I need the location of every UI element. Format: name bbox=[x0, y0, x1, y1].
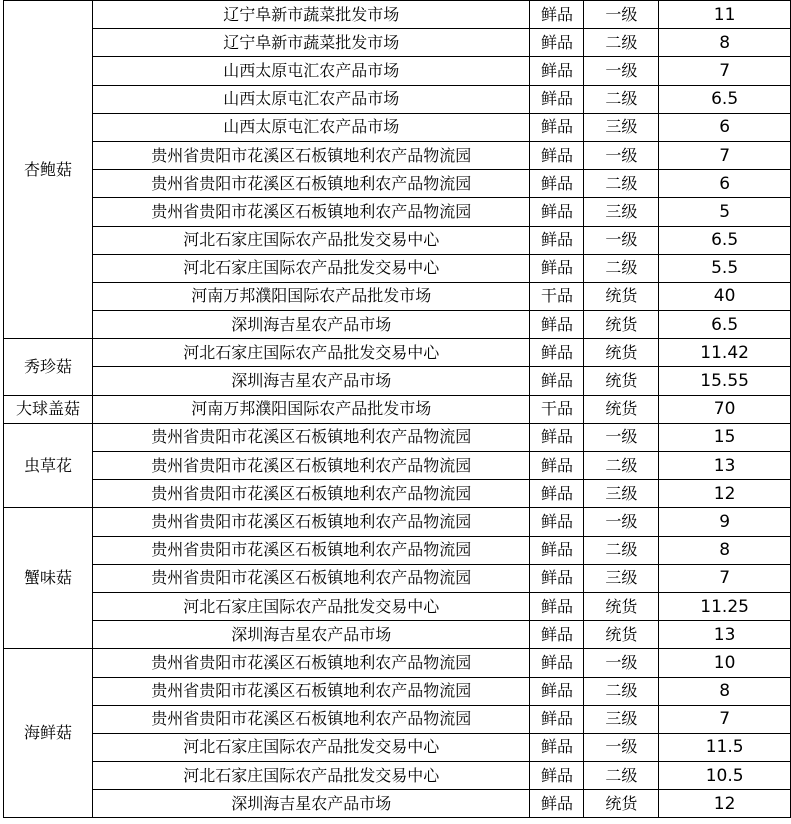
price-cell: 10.5 bbox=[659, 762, 791, 790]
type-cell: 鲜品 bbox=[530, 226, 584, 254]
grade-cell: 统货 bbox=[584, 790, 659, 818]
table-row bbox=[4, 311, 791, 339]
table-row bbox=[4, 452, 791, 480]
type-cell: 鲜品 bbox=[530, 141, 584, 169]
category-cell: 虫草花 bbox=[4, 423, 93, 508]
type-cell: 鲜品 bbox=[530, 677, 584, 705]
table-row bbox=[4, 339, 791, 367]
price-cell: 15 bbox=[659, 423, 791, 451]
market-cell: 河北石家庄国际农产品批发交易中心 bbox=[92, 254, 530, 282]
table-row bbox=[4, 621, 791, 649]
type-cell: 鲜品 bbox=[530, 170, 584, 198]
market-cell: 贵州省贵阳市花溪区石板镇地利农产品物流园 bbox=[92, 677, 530, 705]
price-cell: 6.5 bbox=[659, 85, 791, 113]
grade-cell: 一级 bbox=[584, 733, 659, 761]
price-cell: 8 bbox=[659, 536, 791, 564]
type-cell: 鲜品 bbox=[530, 85, 584, 113]
market-cell: 辽宁阜新市蔬菜批发市场 bbox=[92, 29, 530, 57]
type-cell: 鲜品 bbox=[530, 423, 584, 451]
market-cell: 山西太原屯汇农产品市场 bbox=[92, 57, 530, 85]
grade-cell: 一级 bbox=[584, 57, 659, 85]
grade-cell: 统货 bbox=[584, 592, 659, 620]
grade-cell: 三级 bbox=[584, 113, 659, 141]
table-row bbox=[4, 1, 791, 29]
type-cell: 鲜品 bbox=[530, 113, 584, 141]
market-cell: 深圳海吉星农产品市场 bbox=[92, 790, 530, 818]
grade-cell: 二级 bbox=[584, 762, 659, 790]
table-row bbox=[4, 592, 791, 620]
price-cell: 6 bbox=[659, 113, 791, 141]
type-cell: 鲜品 bbox=[530, 592, 584, 620]
market-cell: 山西太原屯汇农产品市场 bbox=[92, 113, 530, 141]
grade-cell: 统货 bbox=[584, 367, 659, 395]
market-cell: 河南万邦濮阳国际农产品批发市场 bbox=[92, 282, 530, 310]
price-cell: 7 bbox=[659, 705, 791, 733]
grade-cell: 统货 bbox=[584, 339, 659, 367]
type-cell: 干品 bbox=[530, 395, 584, 423]
price-cell: 7 bbox=[659, 564, 791, 592]
table-row bbox=[4, 85, 791, 113]
type-cell: 鲜品 bbox=[530, 254, 584, 282]
table-row bbox=[4, 367, 791, 395]
price-cell: 15.55 bbox=[659, 367, 791, 395]
market-cell: 贵州省贵阳市花溪区石板镇地利农产品物流园 bbox=[92, 564, 530, 592]
market-cell: 深圳海吉星农产品市场 bbox=[92, 311, 530, 339]
table-row bbox=[4, 141, 791, 169]
table-row bbox=[4, 226, 791, 254]
price-cell: 6.5 bbox=[659, 226, 791, 254]
category-cell: 海鲜菇 bbox=[4, 649, 93, 818]
grade-cell: 三级 bbox=[584, 198, 659, 226]
price-cell: 13 bbox=[659, 621, 791, 649]
price-cell: 6 bbox=[659, 170, 791, 198]
grade-cell: 统货 bbox=[584, 282, 659, 310]
grade-cell: 一级 bbox=[584, 649, 659, 677]
market-cell: 贵州省贵阳市花溪区石板镇地利农产品物流园 bbox=[92, 508, 530, 536]
table-row bbox=[4, 254, 791, 282]
price-cell: 5 bbox=[659, 198, 791, 226]
type-cell: 鲜品 bbox=[530, 762, 584, 790]
table-row bbox=[4, 423, 791, 451]
price-cell: 13 bbox=[659, 452, 791, 480]
price-cell: 7 bbox=[659, 141, 791, 169]
price-cell: 11.42 bbox=[659, 339, 791, 367]
type-cell: 鲜品 bbox=[530, 29, 584, 57]
market-cell: 贵州省贵阳市花溪区石板镇地利农产品物流园 bbox=[92, 536, 530, 564]
grade-cell: 一级 bbox=[584, 141, 659, 169]
price-table bbox=[3, 0, 791, 818]
type-cell: 鲜品 bbox=[530, 367, 584, 395]
type-cell: 鲜品 bbox=[530, 480, 584, 508]
type-cell: 鲜品 bbox=[530, 733, 584, 761]
grade-cell: 二级 bbox=[584, 170, 659, 198]
grade-cell: 二级 bbox=[584, 452, 659, 480]
grade-cell: 一级 bbox=[584, 508, 659, 536]
market-cell: 贵州省贵阳市花溪区石板镇地利农产品物流园 bbox=[92, 423, 530, 451]
table-row bbox=[4, 113, 791, 141]
type-cell: 鲜品 bbox=[530, 57, 584, 85]
category-cell: 杏鲍菇 bbox=[4, 1, 93, 339]
type-cell: 鲜品 bbox=[530, 621, 584, 649]
market-cell: 贵州省贵阳市花溪区石板镇地利农产品物流园 bbox=[92, 198, 530, 226]
type-cell: 鲜品 bbox=[530, 339, 584, 367]
price-cell: 7 bbox=[659, 57, 791, 85]
price-table-body bbox=[4, 1, 791, 818]
table-row bbox=[4, 508, 791, 536]
type-cell: 鲜品 bbox=[530, 198, 584, 226]
market-cell: 贵州省贵阳市花溪区石板镇地利农产品物流园 bbox=[92, 705, 530, 733]
table-row bbox=[4, 790, 791, 818]
market-cell: 河北石家庄国际农产品批发交易中心 bbox=[92, 762, 530, 790]
price-cell: 11 bbox=[659, 1, 791, 29]
price-cell: 11.5 bbox=[659, 733, 791, 761]
price-cell: 70 bbox=[659, 395, 791, 423]
price-cell: 5.5 bbox=[659, 254, 791, 282]
price-cell: 10 bbox=[659, 649, 791, 677]
grade-cell: 统货 bbox=[584, 395, 659, 423]
market-cell: 贵州省贵阳市花溪区石板镇地利农产品物流园 bbox=[92, 170, 530, 198]
market-cell: 河北石家庄国际农产品批发交易中心 bbox=[92, 339, 530, 367]
price-cell: 9 bbox=[659, 508, 791, 536]
market-cell: 河北石家庄国际农产品批发交易中心 bbox=[92, 733, 530, 761]
type-cell: 鲜品 bbox=[530, 649, 584, 677]
table-row bbox=[4, 198, 791, 226]
grade-cell: 统货 bbox=[584, 311, 659, 339]
type-cell: 鲜品 bbox=[530, 705, 584, 733]
grade-cell: 三级 bbox=[584, 480, 659, 508]
table-row bbox=[4, 57, 791, 85]
table-row bbox=[4, 733, 791, 761]
type-cell: 鲜品 bbox=[530, 311, 584, 339]
type-cell: 鲜品 bbox=[530, 452, 584, 480]
category-cell: 蟹味菇 bbox=[4, 508, 93, 649]
grade-cell: 一级 bbox=[584, 423, 659, 451]
market-cell: 贵州省贵阳市花溪区石板镇地利农产品物流园 bbox=[92, 480, 530, 508]
table-row bbox=[4, 649, 791, 677]
price-cell: 40 bbox=[659, 282, 791, 310]
grade-cell: 二级 bbox=[584, 536, 659, 564]
grade-cell: 二级 bbox=[584, 85, 659, 113]
grade-cell: 统货 bbox=[584, 621, 659, 649]
grade-cell: 三级 bbox=[584, 705, 659, 733]
market-cell: 贵州省贵阳市花溪区石板镇地利农产品物流园 bbox=[92, 649, 530, 677]
table-row bbox=[4, 564, 791, 592]
table-row bbox=[4, 480, 791, 508]
market-cell: 贵州省贵阳市花溪区石板镇地利农产品物流园 bbox=[92, 452, 530, 480]
price-cell: 12 bbox=[659, 480, 791, 508]
table-row bbox=[4, 29, 791, 57]
price-cell: 12 bbox=[659, 790, 791, 818]
market-cell: 贵州省贵阳市花溪区石板镇地利农产品物流园 bbox=[92, 141, 530, 169]
table-row bbox=[4, 677, 791, 705]
grade-cell: 二级 bbox=[584, 254, 659, 282]
table-row bbox=[4, 170, 791, 198]
type-cell: 鲜品 bbox=[530, 790, 584, 818]
table-row bbox=[4, 705, 791, 733]
type-cell: 鲜品 bbox=[530, 1, 584, 29]
type-cell: 干品 bbox=[530, 282, 584, 310]
category-cell: 大球盖菇 bbox=[4, 395, 93, 423]
type-cell: 鲜品 bbox=[530, 508, 584, 536]
grade-cell: 一级 bbox=[584, 226, 659, 254]
table-row bbox=[4, 762, 791, 790]
market-cell: 河南万邦濮阳国际农产品批发市场 bbox=[92, 395, 530, 423]
table-row bbox=[4, 395, 791, 423]
price-cell: 8 bbox=[659, 29, 791, 57]
table-row bbox=[4, 282, 791, 310]
grade-cell: 二级 bbox=[584, 677, 659, 705]
grade-cell: 二级 bbox=[584, 29, 659, 57]
type-cell: 鲜品 bbox=[530, 564, 584, 592]
table-row bbox=[4, 536, 791, 564]
category-cell: 秀珍菇 bbox=[4, 339, 93, 395]
market-cell: 山西太原屯汇农产品市场 bbox=[92, 85, 530, 113]
market-cell: 河北石家庄国际农产品批发交易中心 bbox=[92, 226, 530, 254]
market-cell: 河北石家庄国际农产品批发交易中心 bbox=[92, 592, 530, 620]
market-cell: 深圳海吉星农产品市场 bbox=[92, 367, 530, 395]
grade-cell: 三级 bbox=[584, 564, 659, 592]
type-cell: 鲜品 bbox=[530, 536, 584, 564]
price-cell: 11.25 bbox=[659, 592, 791, 620]
market-cell: 深圳海吉星农产品市场 bbox=[92, 621, 530, 649]
market-cell: 辽宁阜新市蔬菜批发市场 bbox=[92, 1, 530, 29]
grade-cell: 一级 bbox=[584, 1, 659, 29]
price-cell: 8 bbox=[659, 677, 791, 705]
price-cell: 6.5 bbox=[659, 311, 791, 339]
